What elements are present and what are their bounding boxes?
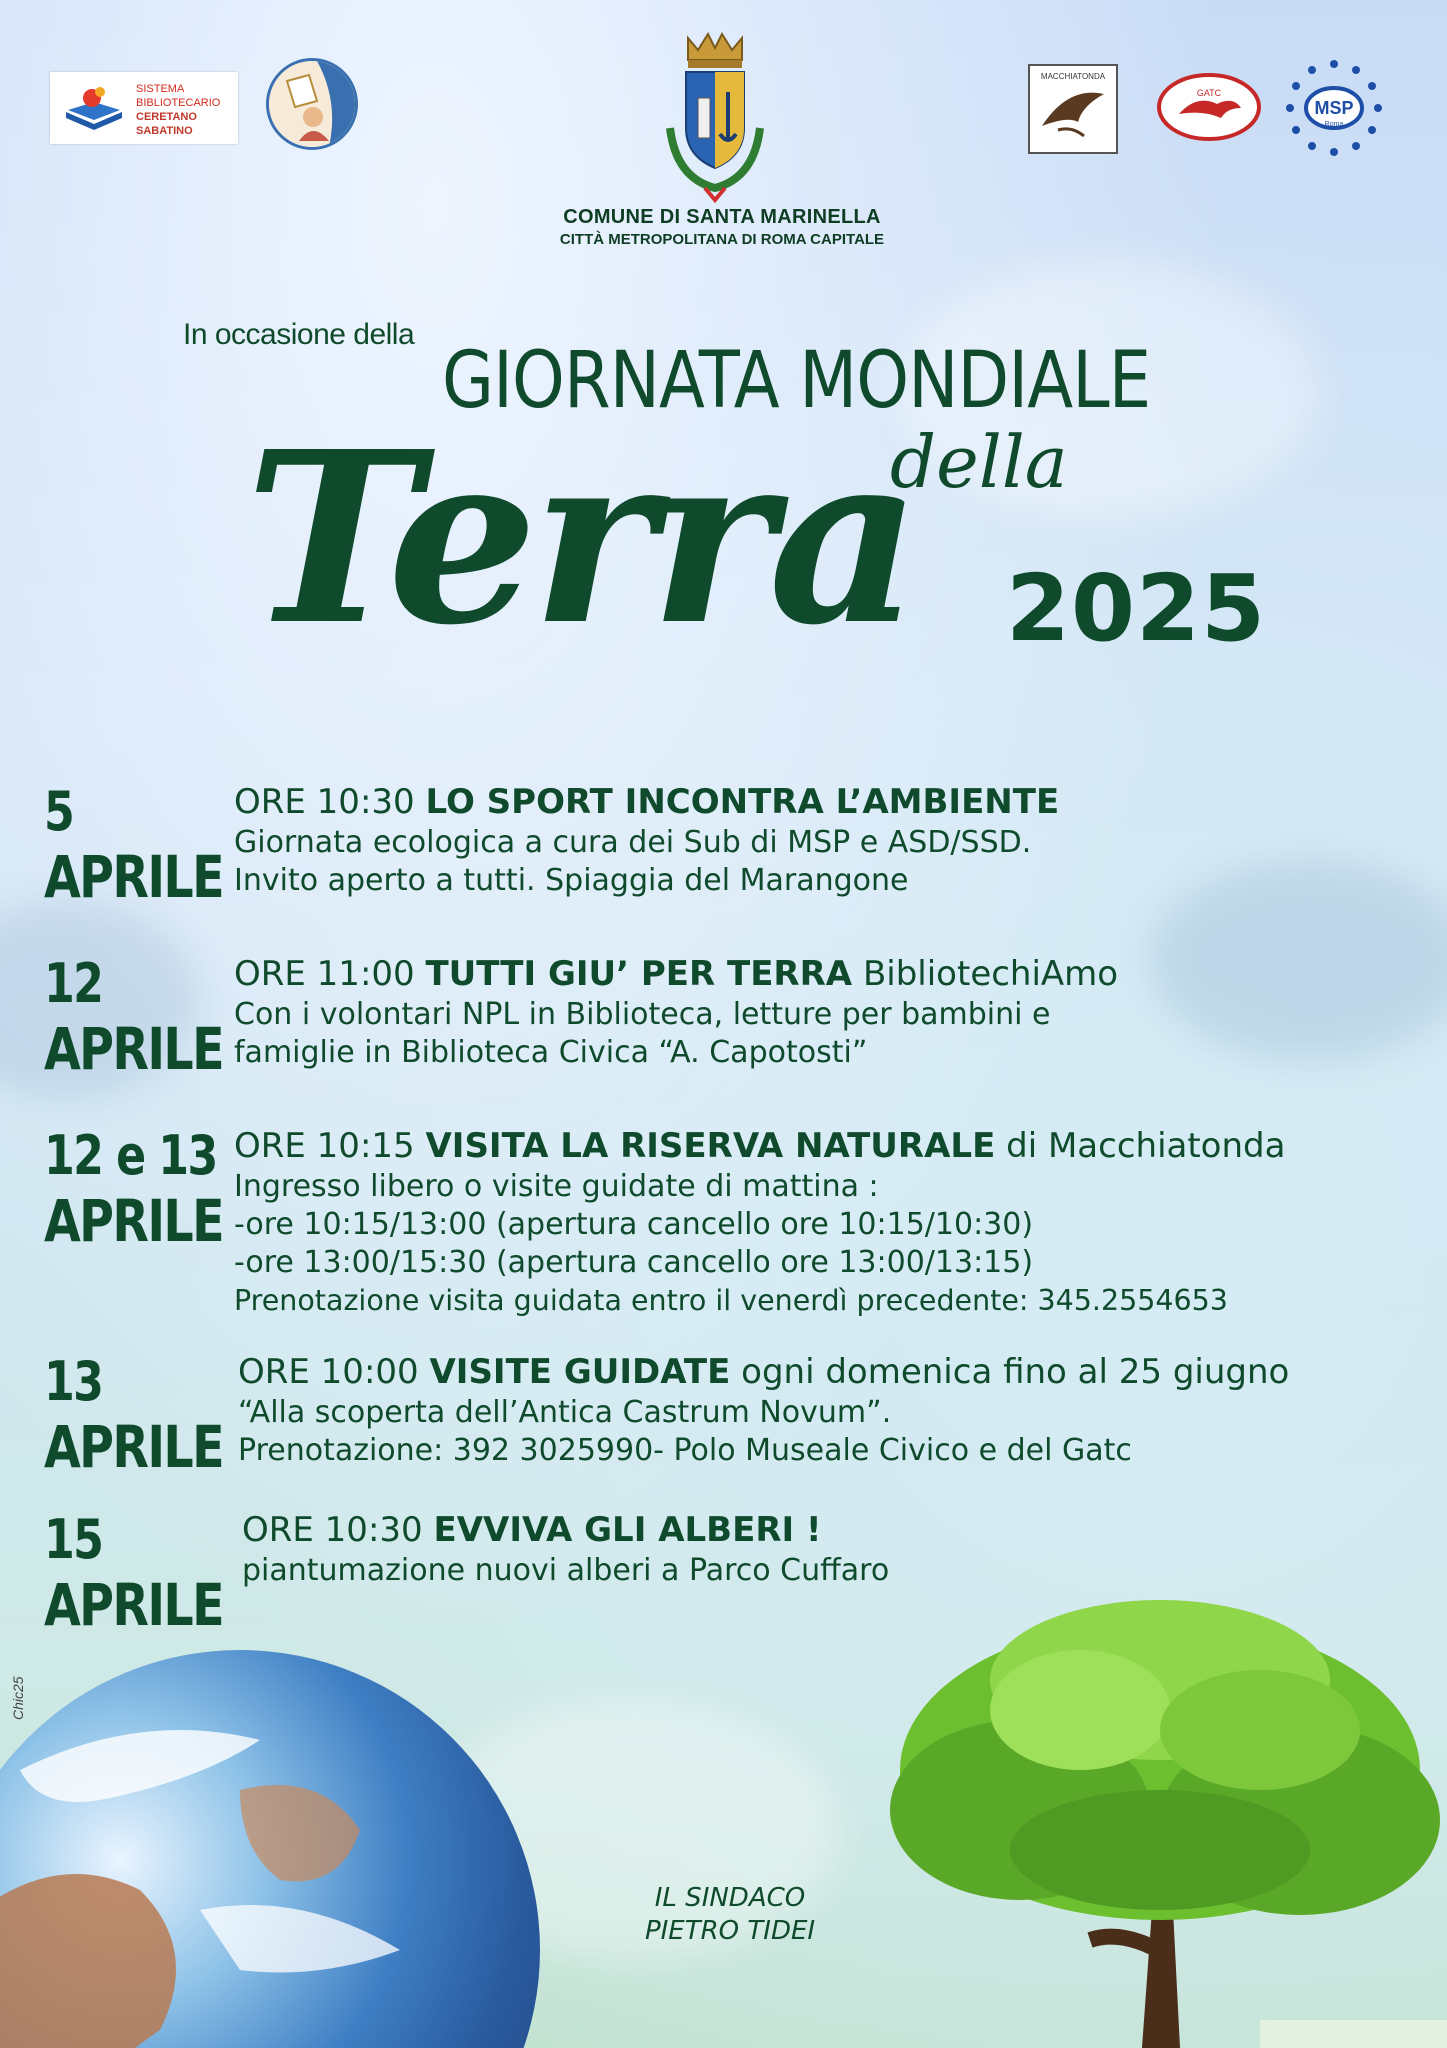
event-details: [234, 780, 1059, 900]
event-heading: [234, 952, 1118, 996]
event-day: 5: [44, 780, 74, 843]
event-line: -ore 13:00/15:30 (apertura cancello ore 13:00/13:15): [234, 1245, 1034, 1280]
event-suffix: di Macchiatonda: [1006, 1126, 1286, 1166]
event-details: [242, 1508, 889, 1590]
earth-globe-image: [0, 1650, 540, 2048]
event-line: Ingresso libero o visite guidate di mattina :: [234, 1169, 879, 1204]
tree-image: [880, 1590, 1447, 2048]
sistema-bibliotecario-text: SISTEMA BIBLIOTECARIO CERETANO SABATINO: [136, 83, 221, 137]
event-day: 12 e 13: [44, 1124, 217, 1187]
event-line: -ore 10:15/13:00 (apertura cancello ore 10:15/10:30): [234, 1207, 1034, 1242]
npl-reading-logo: [266, 58, 358, 150]
comune-name: COMUNE DI SANTA MARINELLA: [563, 206, 881, 228]
cloud: [1150, 860, 1447, 1060]
event-details: [238, 1350, 1289, 1470]
event-day: 13: [44, 1350, 103, 1413]
event-heading: [234, 780, 1059, 824]
event-line: Con i volontari NPL in Biblioteca, letture per bambini e: [234, 997, 1051, 1032]
event-suffix: ogni domenica fino al 25 giugno: [741, 1352, 1290, 1392]
event-line: Prenotazione: 392 3025990- Polo Museale Civico e del Gatc: [238, 1433, 1132, 1468]
event-name: VISITA LA RISERVA NATURALE: [425, 1126, 996, 1166]
event-date: [44, 1124, 223, 1254]
event-name: TUTTI GIU’ PER TERRA: [425, 954, 853, 994]
event-day: 12: [44, 952, 103, 1015]
comune-header: [440, 206, 1004, 248]
event-day: 15: [44, 1508, 103, 1571]
title-della: della: [890, 420, 1068, 504]
event-month: APRILE: [44, 1187, 223, 1255]
event-time: ORE 10:30: [234, 782, 415, 822]
event-time: ORE 11:00: [234, 954, 415, 994]
citta-metropolitana: CITTÀ METROPOLITANA DI ROMA CAPITALE: [559, 231, 885, 248]
title-terra: Terra: [245, 399, 916, 677]
intro-text: In occasione della: [183, 318, 415, 351]
book-icon: [62, 82, 128, 134]
gatc-text: GATC: [1196, 88, 1222, 98]
event-name: LO SPORT INCONTRA L’AMBIENTE: [425, 782, 1060, 822]
event-details: [234, 952, 1118, 1072]
event-line: “Alla scoperta dell’Antica Castrum Novum”.: [238, 1395, 892, 1430]
sindaco-name: PIETRO TIDEI: [644, 1916, 816, 1946]
designer-credit: Chic25: [10, 1676, 26, 1720]
sindaco-signature: [620, 1882, 840, 1948]
msp-logo: [1284, 58, 1384, 158]
event-time: ORE 10:15: [234, 1126, 415, 1166]
event-line: Prenotazione visita guidata entro il venerdì precedente: 345.2554653: [234, 1284, 1228, 1317]
event-time: ORE 10:30: [242, 1510, 423, 1550]
event-date: [44, 780, 223, 910]
title-giornata-mondiale: GIORNATA MONDIALE: [442, 336, 1151, 426]
event-date: [44, 952, 223, 1082]
sistema-bibliotecario-logo: [50, 72, 238, 144]
event-line: Giornata ecologica a cura dei Sub di MSP e ASD/SSD.: [234, 825, 1032, 860]
comune-crest-icon: [650, 28, 780, 208]
event-date: [44, 1350, 223, 1480]
event-details: [234, 1124, 1285, 1320]
bird-icon: [1038, 86, 1108, 142]
event-heading: [238, 1350, 1289, 1394]
msp-text: MSP: [1314, 98, 1354, 118]
event-name: VISITE GUIDATE: [429, 1352, 731, 1392]
title-year: 2025: [1006, 555, 1267, 662]
event-date: [44, 1508, 223, 1638]
event-month: APRILE: [44, 1571, 223, 1639]
event-line: piantumazione nuovi alberi a Parco Cuffaro: [242, 1553, 890, 1588]
msp-sub-text: Roma: [1324, 121, 1344, 128]
event-month: APRILE: [44, 843, 223, 911]
event-heading: [242, 1508, 889, 1552]
event-time: ORE 10:00: [238, 1352, 419, 1392]
event-month: APRILE: [44, 1015, 223, 1083]
event-month: APRILE: [44, 1413, 223, 1481]
macchiatonda-text: MACCHIATONDA: [1040, 72, 1106, 81]
event-heading: [234, 1124, 1285, 1168]
earth-icon: [0, 1650, 540, 2048]
event-line: famiglie in Biblioteca Civica “A. Capotosti”: [234, 1035, 868, 1070]
reading-child-icon: [269, 61, 355, 147]
sindaco-title: IL SINDACO: [654, 1883, 806, 1913]
event-name: EVVIVA GLI ALBERI !: [433, 1510, 822, 1550]
gatc-logo: [1157, 72, 1261, 142]
event-line: Invito aperto a tutti. Spiaggia del Marangone: [234, 863, 909, 898]
macchiatonda-logo: [1028, 64, 1118, 154]
event-suffix: BibliotechiAmo: [862, 954, 1119, 994]
